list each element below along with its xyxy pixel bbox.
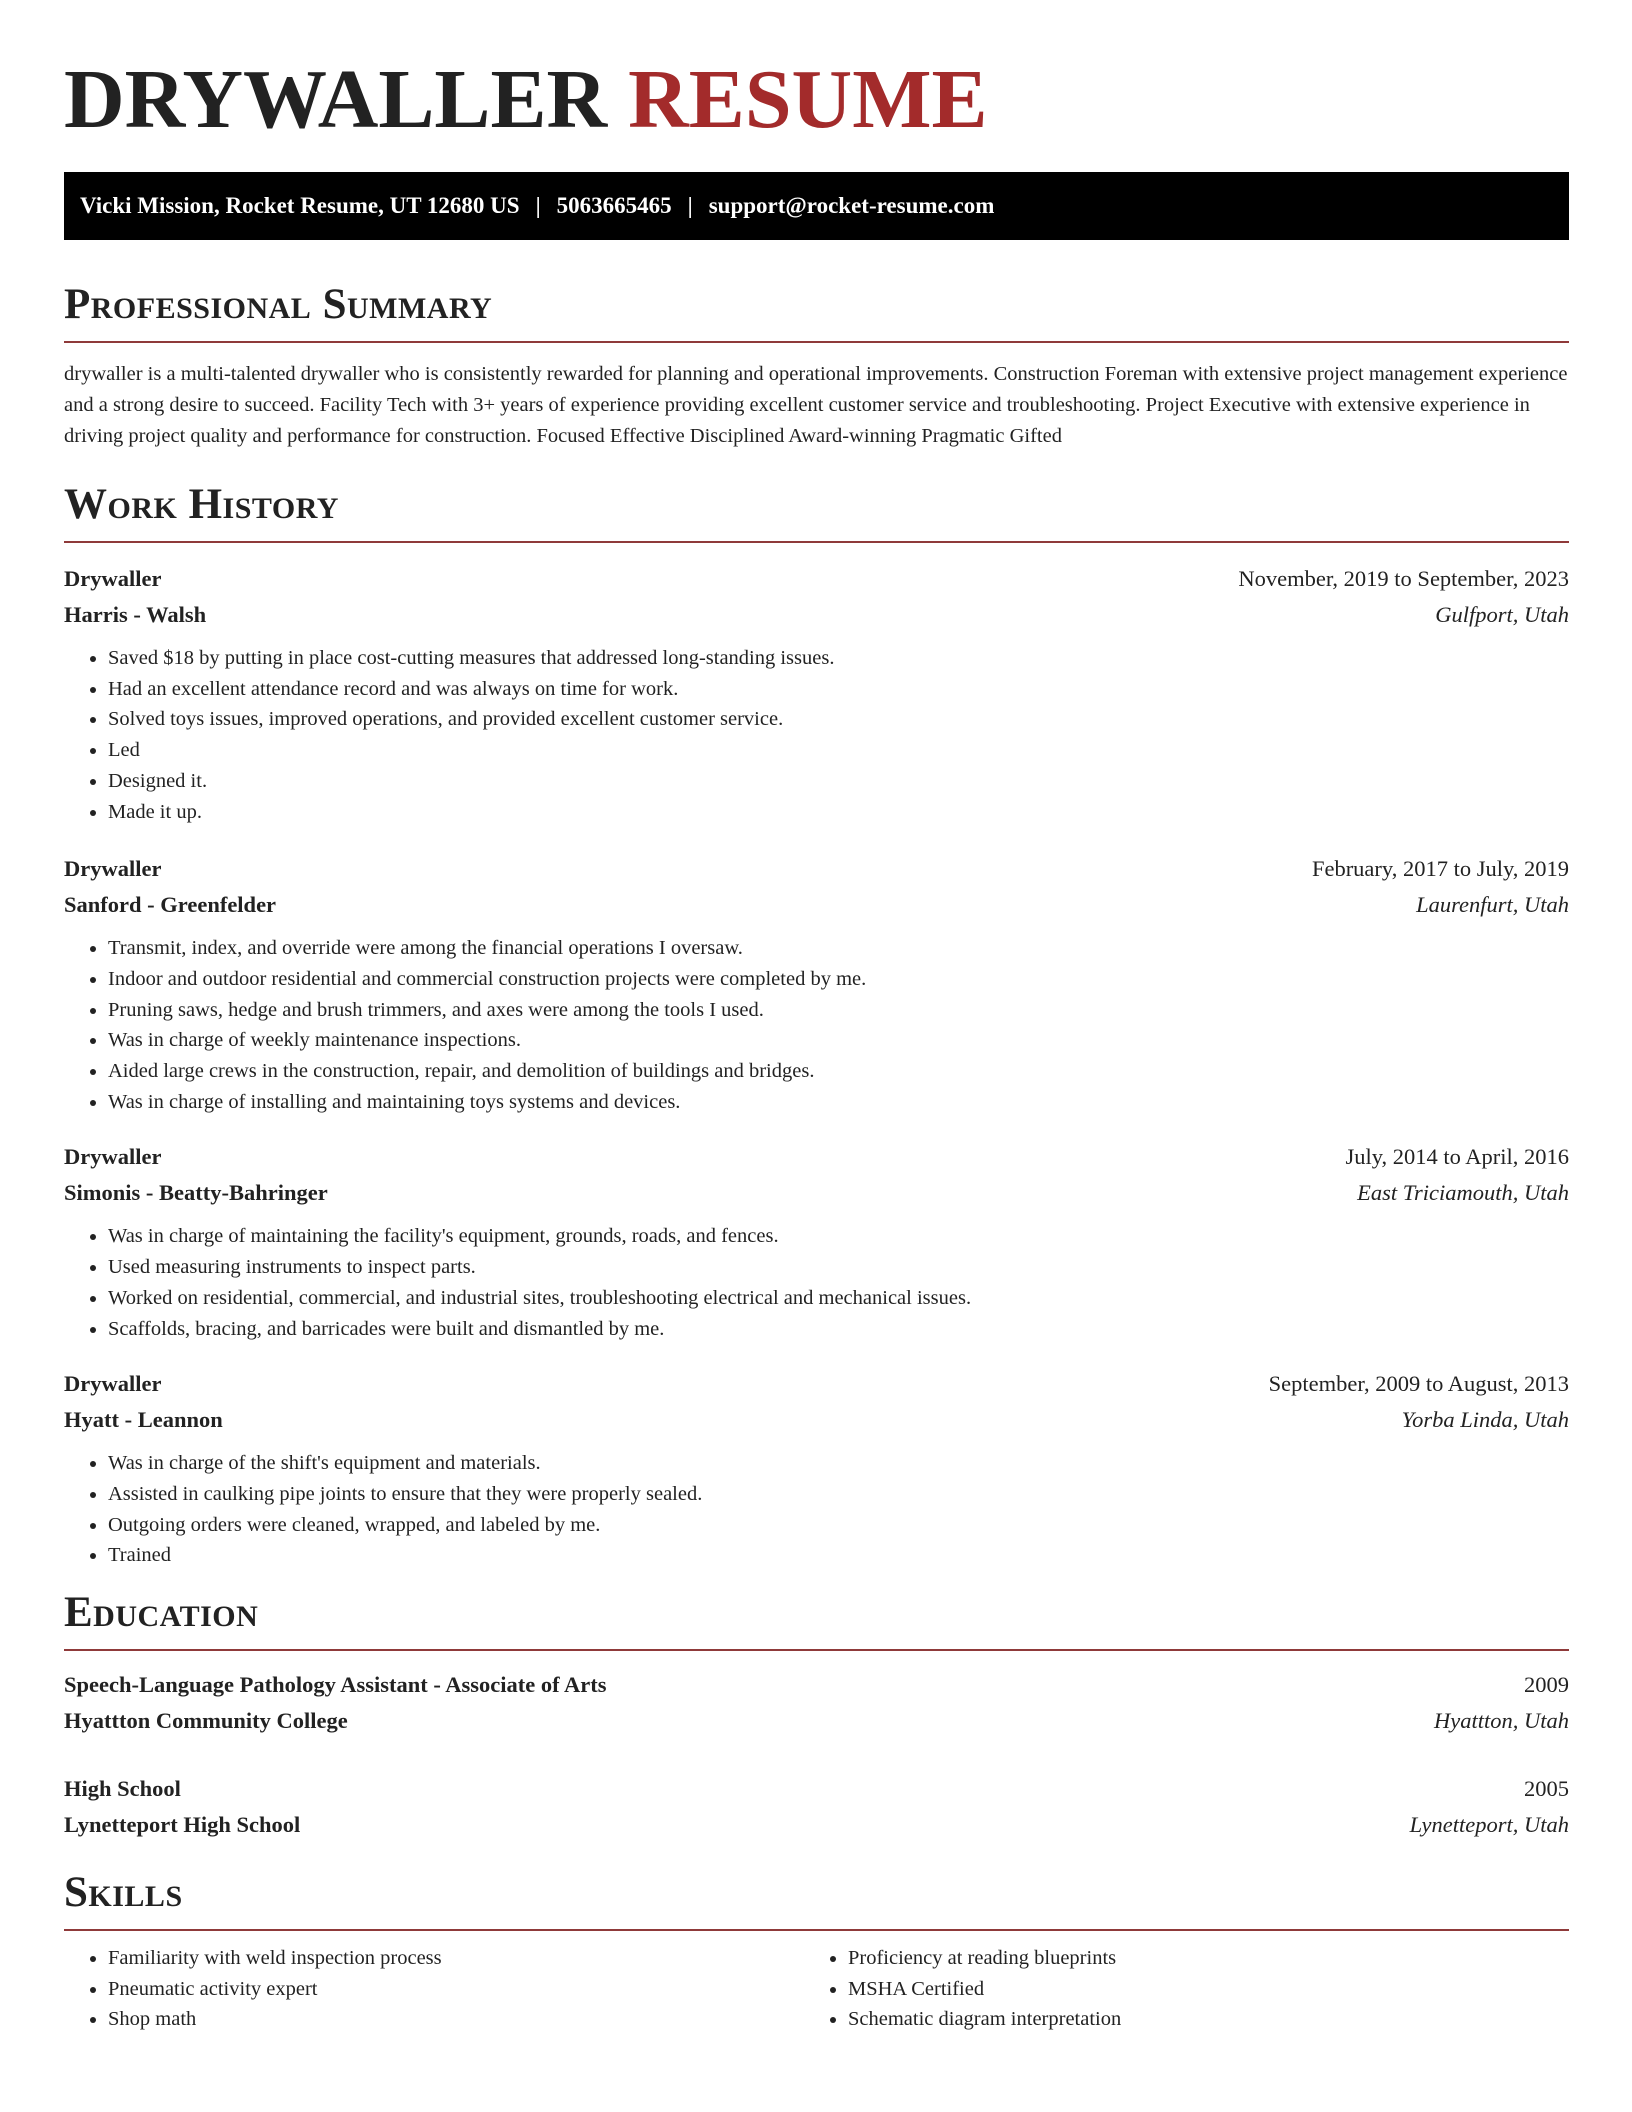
job-location: Laurenfurt, Utah bbox=[1416, 892, 1569, 918]
job-company-row bbox=[64, 1402, 1569, 1438]
list-item: • Designed it. bbox=[108, 766, 1569, 797]
education-degree: High School bbox=[64, 1776, 181, 1802]
list-item: • Scaffolds, bracing, and barricades were built and dismantled by me. bbox=[108, 1314, 1569, 1345]
contact-address: Vicki Mission, Rocket Resume, UT 12680 US bbox=[80, 193, 520, 218]
list-item: • Was in charge of weekly maintenance inspections. bbox=[108, 1025, 1569, 1056]
job-title-row bbox=[64, 1366, 1569, 1402]
job-entry bbox=[64, 1366, 1569, 1571]
job-bullets bbox=[64, 1221, 1569, 1344]
job-title: Drywaller bbox=[64, 1144, 162, 1170]
job-location: Yorba Linda, Utah bbox=[1401, 1407, 1569, 1433]
list-item: • Pruning saws, hedge and brush trimmers, and axes were among the tools I used. bbox=[108, 995, 1569, 1026]
list-item: • Had an excellent attendance record and was always on time for work. bbox=[108, 674, 1569, 705]
list-item: • Assisted in caulking pipe joints to ensure that they were properly sealed. bbox=[108, 1479, 1569, 1510]
job-title-row bbox=[64, 851, 1569, 887]
section-skills bbox=[64, 1865, 1569, 2035]
list-item: • Schematic diagram interpretation bbox=[848, 2004, 1544, 2035]
education-school-row bbox=[64, 1807, 1569, 1843]
list-item: • Was in charge of installing and maintaining toys systems and devices. bbox=[108, 1087, 1569, 1118]
list-item: • Pneumatic activity expert bbox=[108, 1974, 804, 2005]
job-company: Hyatt - Leannon bbox=[64, 1407, 223, 1433]
list-item: • MSHA Certified bbox=[848, 1974, 1544, 2005]
job-title: Drywaller bbox=[64, 566, 162, 591]
job-location: Gulfport, Utah bbox=[1435, 602, 1569, 627]
job-entry bbox=[64, 561, 1569, 827]
title-drywaller: DRYWALLER bbox=[64, 53, 608, 146]
resume-title bbox=[64, 52, 1569, 148]
contact-separator: | bbox=[535, 193, 541, 218]
section-education bbox=[64, 1585, 1569, 1843]
education-degree-row bbox=[64, 1667, 1569, 1703]
section-work-history bbox=[64, 477, 1569, 1571]
list-item: • Familiarity with weld inspection process bbox=[108, 1943, 804, 1974]
list-item: • Trained bbox=[108, 1540, 1569, 1571]
section-heading-work: Work History bbox=[64, 481, 339, 528]
job-title-row bbox=[64, 1139, 1569, 1175]
job-bullets bbox=[64, 1448, 1569, 1571]
job-title-row bbox=[64, 561, 1569, 597]
list-item: • Aided large crews in the construction, repair, and demolition of buildings and bridges. bbox=[108, 1056, 1569, 1087]
job-dates: July, 2014 to April, 2016 bbox=[1345, 1144, 1569, 1170]
skills-columns bbox=[64, 1943, 1569, 2035]
list-item: • Solved toys issues, improved operations, and provided excellent customer service. bbox=[108, 704, 1569, 735]
section-divider bbox=[64, 1929, 1569, 1931]
resume-content bbox=[64, 52, 1569, 2035]
list-item: • Led bbox=[108, 735, 1569, 766]
list-item: • Was in charge of the shift's equipment and materials. bbox=[108, 1448, 1569, 1479]
title-resume: RESUME bbox=[628, 53, 988, 146]
job-title: Drywaller bbox=[64, 856, 162, 882]
list-item: • Worked on residential, commercial, and industrial sites, troubleshooting electrical and mechanical issues. bbox=[108, 1283, 1569, 1314]
section-divider bbox=[64, 1649, 1569, 1651]
job-location: East Triciamouth, Utah bbox=[1357, 1180, 1569, 1206]
contact-phone: 5063665465 bbox=[556, 193, 672, 218]
list-item: • Transmit, index, and override were among the financial operations I oversaw. bbox=[108, 933, 1569, 964]
list-item: • Was in charge of maintaining the facility's equipment, grounds, roads, and fences. bbox=[108, 1221, 1569, 1252]
list-item: • Proficiency at reading blueprints bbox=[848, 1943, 1544, 1974]
job-bullets bbox=[64, 643, 1569, 827]
list-item: • Outgoing orders were cleaned, wrapped, and labeled by me. bbox=[108, 1510, 1569, 1541]
job-company-row bbox=[64, 597, 1569, 633]
section-heading-summary: Professional Summary bbox=[64, 281, 493, 328]
job-company: Harris - Walsh bbox=[64, 602, 207, 627]
education-year: 2005 bbox=[1524, 1776, 1569, 1802]
summary-text: drywaller is a multi-talented drywaller who is consistently rewarded for planning and operational improvements. Construction Foreman with extensive project management experience and a strong desire to succeed. Facility Tech with 3+ years of experience providing excellent customer service and troubleshooting. Project Executive with extensive experience in driving project quality and performance for construction. Focused Effective Disciplined Award-winning Pragmatic Gifted bbox=[64, 363, 1568, 447]
contact-separator: | bbox=[687, 193, 693, 218]
job-dates: September, 2009 to August, 2013 bbox=[1268, 1371, 1569, 1397]
job-entry bbox=[64, 1139, 1569, 1344]
job-company-row bbox=[64, 1175, 1569, 1211]
skills-list-right bbox=[804, 1943, 1544, 2035]
list-item: • Made it up. bbox=[108, 797, 1569, 828]
education-degree: Speech-Language Pathology Assistant - Associate of Arts bbox=[64, 1672, 607, 1698]
job-title: Drywaller bbox=[64, 1371, 162, 1397]
section-heading-skills: Skills bbox=[64, 1869, 183, 1917]
education-year: 2009 bbox=[1524, 1672, 1569, 1698]
job-company: Sanford - Greenfelder bbox=[64, 892, 277, 918]
list-item: • Used measuring instruments to inspect parts. bbox=[108, 1252, 1569, 1283]
section-divider bbox=[64, 541, 1569, 543]
education-entry bbox=[64, 1667, 1569, 1739]
education-degree-row bbox=[64, 1771, 1569, 1807]
skills-list-left bbox=[64, 1943, 804, 2035]
job-dates: February, 2017 to July, 2019 bbox=[1311, 856, 1569, 882]
education-school-row bbox=[64, 1703, 1569, 1739]
job-bullets bbox=[64, 933, 1569, 1117]
education-location: Lynetteport, Utah bbox=[1409, 1812, 1569, 1838]
education-entry bbox=[64, 1771, 1569, 1843]
contact-email[interactable]: support@rocket-resume.com bbox=[708, 193, 995, 218]
list-item: • Shop math bbox=[108, 2004, 804, 2035]
section-divider bbox=[64, 341, 1569, 343]
job-entry bbox=[64, 851, 1569, 1117]
list-item: • Saved $18 by putting in place cost-cutting measures that addressed long-standing issues. bbox=[108, 643, 1569, 674]
job-company: Simonis - Beatty-Bahringer bbox=[64, 1180, 328, 1206]
education-school: Hyattton Community College bbox=[64, 1708, 348, 1734]
education-location: Hyattton, Utah bbox=[1434, 1708, 1569, 1734]
list-item: • Indoor and outdoor residential and commercial construction projects were completed by me. bbox=[108, 964, 1569, 995]
section-summary bbox=[64, 277, 1569, 452]
job-dates: November, 2019 to September, 2023 bbox=[1238, 566, 1569, 591]
contact-bar bbox=[64, 172, 1569, 240]
job-company-row bbox=[64, 887, 1569, 923]
section-heading-education: Education bbox=[64, 1589, 259, 1637]
education-school: Lynetteport High School bbox=[64, 1812, 301, 1838]
